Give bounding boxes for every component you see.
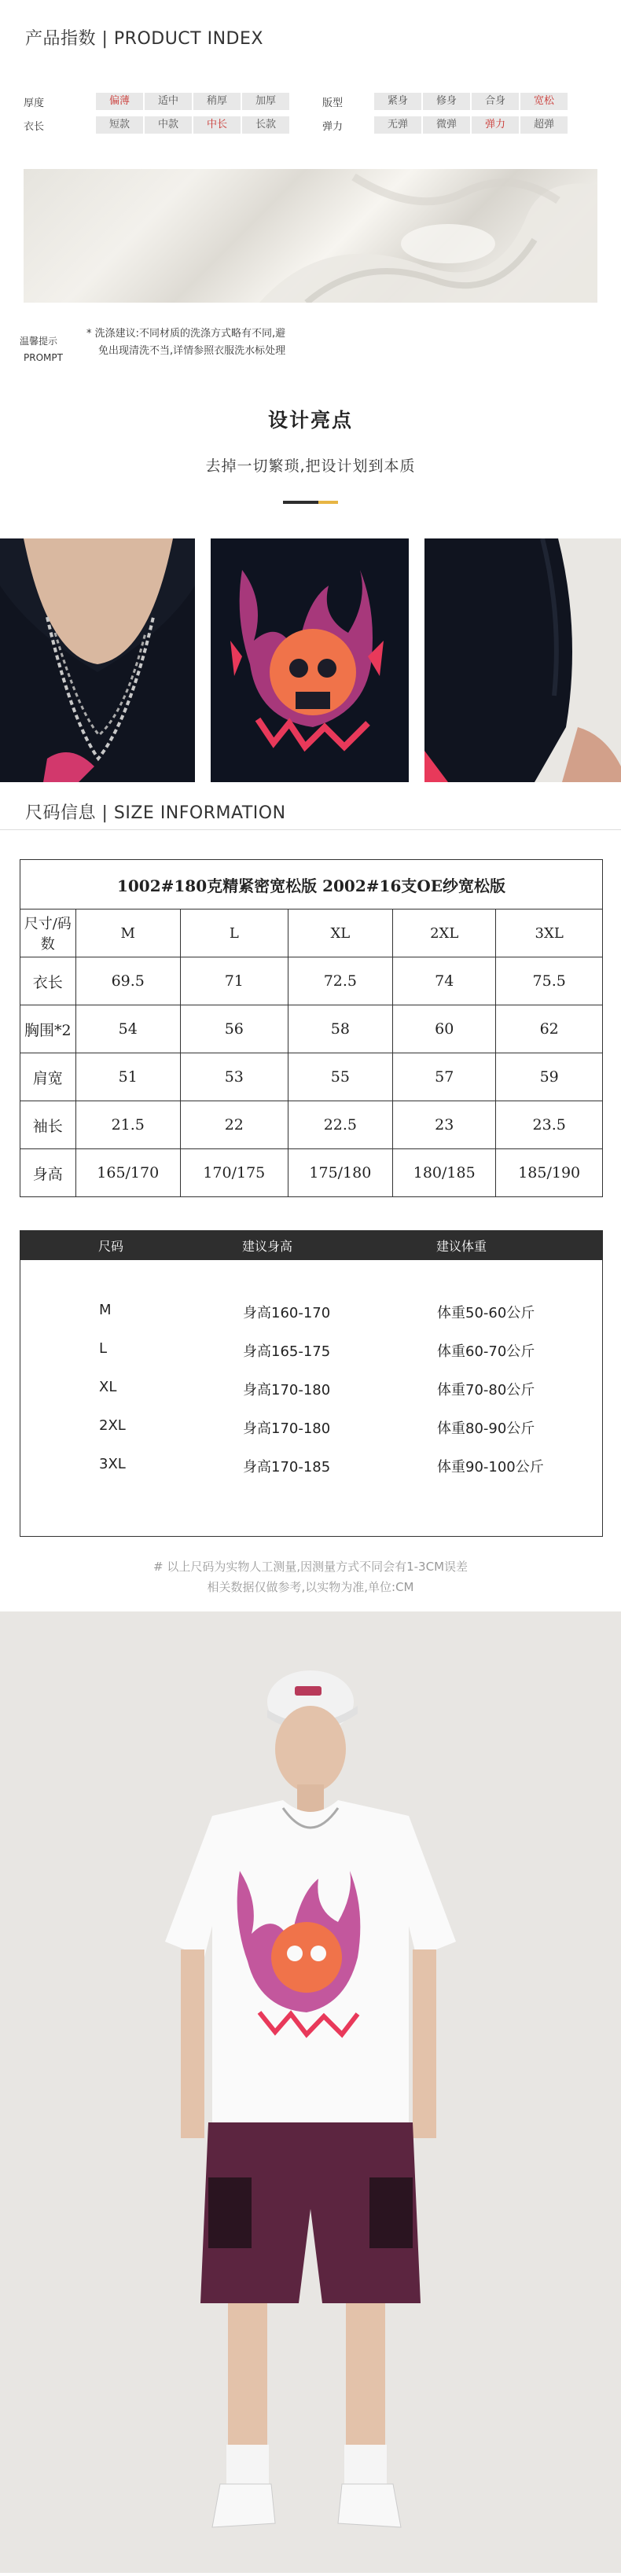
right-option-0-0: 紧身 [374, 93, 421, 110]
prompt-label-en: PROMPT [24, 352, 63, 363]
right-option-1-0: 无弹 [374, 116, 421, 134]
rec-size: L [99, 1340, 108, 1357]
size-table-row [20, 1101, 603, 1149]
size-cell: L [180, 910, 288, 957]
size-info-divider [0, 829, 621, 830]
size-cell: 75.5 [496, 957, 603, 1005]
size-cell: 58 [288, 1005, 392, 1053]
rec-header-size: 尺码 [98, 1239, 124, 1254]
size-cell: 51 [75, 1053, 180, 1101]
right-option-1-2: 弹力 [472, 116, 519, 134]
size-cell: 23 [393, 1101, 496, 1149]
rec-weight: 体重70-80公斤 [437, 1382, 535, 1398]
size-cell: 165/170 [75, 1149, 180, 1197]
size-cell: 57 [393, 1053, 496, 1101]
rec-weight: 体重60-70公斤 [437, 1343, 535, 1360]
left-option-1-0: 短款 [96, 116, 143, 134]
size-table [20, 859, 603, 1197]
prompt-label-cn: 温馨提示 [20, 336, 58, 347]
left-option-1-1: 中款 [145, 116, 192, 134]
size-cell: 22 [180, 1101, 288, 1149]
size-cell: 54 [75, 1005, 180, 1053]
product-index-title: 产品指数 | PRODUCT INDEX [25, 29, 263, 49]
rec-header-weight: 建议体重 [436, 1239, 487, 1254]
right-option-1-3: 超弹 [520, 116, 568, 134]
rec-height: 身高170-180 [243, 1382, 331, 1398]
size-row-label: 衣长 [20, 957, 76, 1005]
left-option-0-2: 稍厚 [193, 93, 241, 110]
rec-height: 身高165-175 [243, 1343, 331, 1360]
left-option-1-2: 中长 [193, 116, 241, 134]
model-photo [0, 1611, 621, 2573]
size-row-label: 尺寸/码数 [20, 910, 76, 957]
size-cell: 59 [496, 1053, 603, 1101]
highlight-title: 设计亮点 [267, 409, 353, 432]
size-cell: 69.5 [75, 957, 180, 1005]
size-cell: 62 [496, 1005, 603, 1053]
left-option-1-3: 长款 [242, 116, 289, 134]
right-option-0-1: 修身 [423, 93, 470, 110]
right-label-1: 弹力 [322, 121, 344, 133]
rec-size: 2XL [99, 1417, 126, 1434]
size-row-label: 袖长 [20, 1101, 76, 1149]
highlight-subtitle: 去掉一切繁琐,把设计划到本质 [205, 458, 416, 475]
rec-height: 身高170-180 [243, 1420, 331, 1437]
size-table-row [20, 910, 603, 957]
rec-size: 3XL [99, 1456, 126, 1472]
prompt-line-2: 免出现清洗不当,详情参照衣服洗水标处理 [98, 345, 286, 357]
size-table-row [20, 1005, 603, 1053]
rec-weight: 体重50-60公斤 [437, 1305, 535, 1321]
rec-height: 身高160-170 [243, 1305, 331, 1321]
fabric-swatch-image [24, 169, 597, 303]
size-cell: M [75, 910, 180, 957]
size-table-header: 1002#180克精紧密宽松版 2002#16支OE纱宽松版 [20, 860, 603, 910]
detail-photo-necklace [0, 538, 195, 782]
left-option-0-0: 偏薄 [96, 93, 143, 110]
right-label-0: 版型 [322, 97, 344, 109]
size-cell: XL [288, 910, 392, 957]
size-cell: 74 [393, 957, 496, 1005]
measurement-note-2: 相关数据仅做参考,以实物为准,单位:CM [207, 1580, 414, 1594]
size-cell: 180/185 [393, 1149, 496, 1197]
size-cell: 71 [180, 957, 288, 1005]
size-cell: 170/175 [180, 1149, 288, 1197]
left-option-0-3: 加厚 [242, 93, 289, 110]
size-cell: 175/180 [288, 1149, 392, 1197]
rec-size: M [99, 1302, 112, 1318]
size-row-label: 肩宽 [20, 1053, 76, 1101]
measurement-note-1: # 以上尺码为实物人工测量,因测量方式不同会有1-3CM误差 [152, 1560, 469, 1574]
size-table-row [20, 957, 603, 1005]
right-option-0-2: 合身 [472, 93, 519, 110]
right-option-0-3: 宽松 [520, 93, 568, 110]
size-cell: 2XL [393, 910, 496, 957]
highlight-divider-accent [318, 501, 338, 504]
rec-header-height: 建议身高 [242, 1239, 293, 1254]
rec-height: 身高170-185 [243, 1459, 331, 1475]
size-table-row [20, 1053, 603, 1101]
detail-photo-print [211, 538, 409, 782]
left-label-1: 衣长 [24, 121, 45, 133]
size-row-label: 胸围*2 [20, 1005, 76, 1053]
left-option-0-1: 适中 [145, 93, 192, 110]
size-cell: 185/190 [496, 1149, 603, 1197]
size-info-title: 尺码信息 | SIZE INFORMATION [25, 803, 286, 823]
size-table-row [20, 1149, 603, 1197]
size-recommendation-box [20, 1230, 603, 1537]
size-cell: 23.5 [496, 1101, 603, 1149]
rec-size: XL [99, 1379, 117, 1395]
size-cell: 56 [180, 1005, 288, 1053]
recommendation-header-bar [20, 1230, 603, 1260]
size-cell: 72.5 [288, 957, 392, 1005]
left-label-0: 厚度 [24, 97, 45, 109]
size-cell: 60 [393, 1005, 496, 1053]
size-cell: 21.5 [75, 1101, 180, 1149]
size-cell: 53 [180, 1053, 288, 1101]
size-cell: 22.5 [288, 1101, 392, 1149]
detail-photo-sleeve [424, 538, 621, 782]
rec-weight: 体重90-100公斤 [437, 1459, 544, 1475]
size-cell: 3XL [496, 910, 603, 957]
size-row-label: 身高 [20, 1149, 76, 1197]
rec-weight: 体重80-90公斤 [437, 1420, 535, 1437]
size-cell: 55 [288, 1053, 392, 1101]
right-option-1-1: 微弹 [423, 116, 470, 134]
prompt-line-1: * 洗涤建议:不同材质的洗涤方式略有不同,避 [86, 328, 286, 340]
